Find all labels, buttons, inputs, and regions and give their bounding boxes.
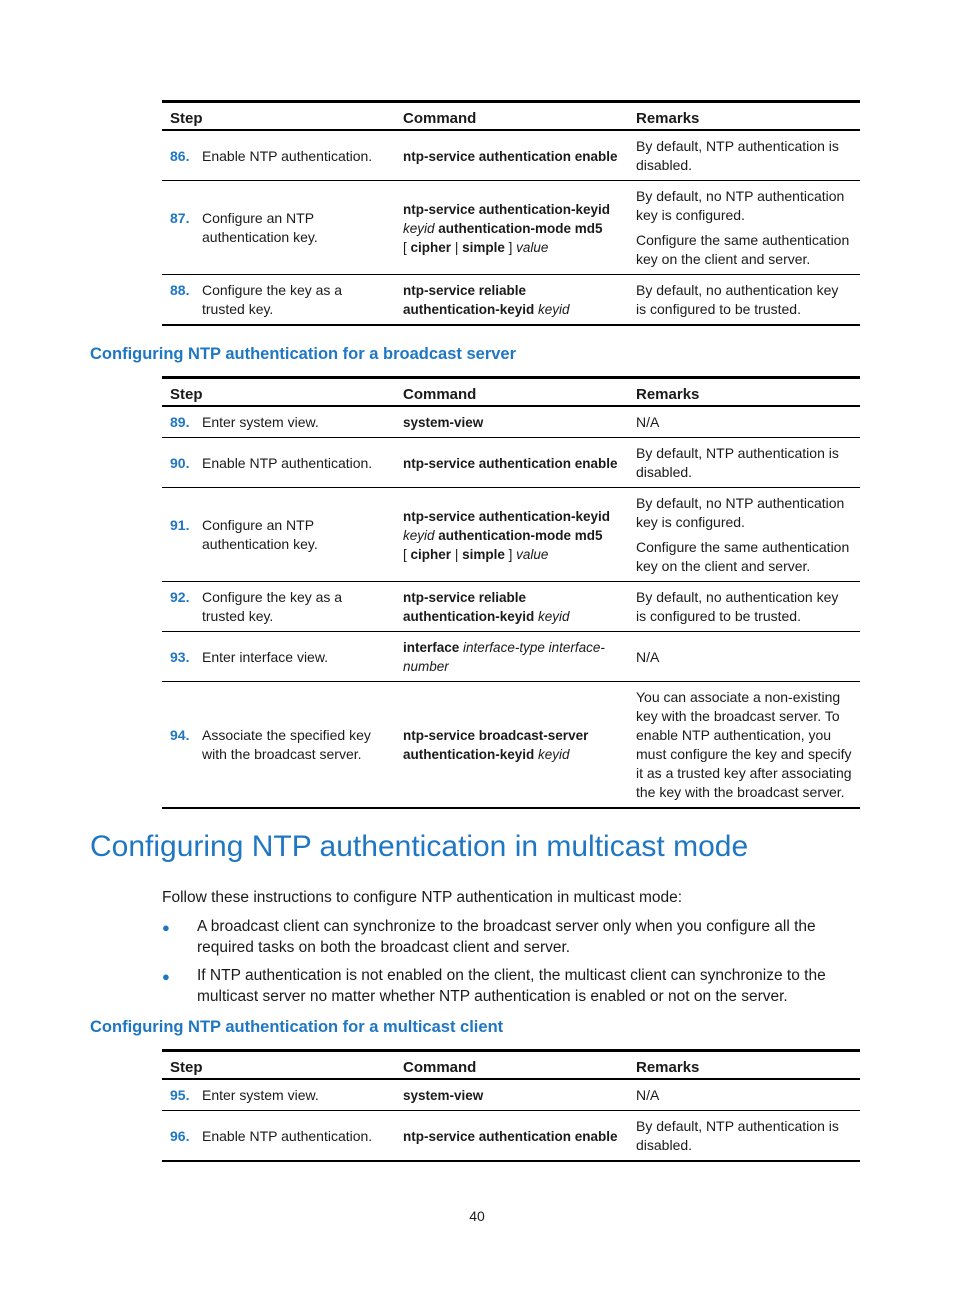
command-cell: ntp-service authentication-keyid keyid authentication-mode md5 [ cipher | simple ] value [395,488,628,582]
bullet-icon: ● [162,920,170,935]
step-number: 95. [170,1087,190,1103]
step-text: Enter system view. [202,1087,319,1103]
step-number: 90. [170,454,190,471]
page-title: Configuring NTP authentication in multicast mode [90,830,749,863]
step-number: 92. [170,589,190,605]
step-text: Enable NTP authentication. [202,1127,373,1144]
step-text: Enter system view. [202,414,319,430]
step-text: Associate the specified key with the broadcast server. [202,727,371,762]
table-row [162,438,860,488]
command-cell: ntp-service reliable authentication-keyid keyid [395,582,628,632]
remarks-cell: By default, NTP authentication is disabled. [636,138,839,173]
bullet-icon: ● [162,969,170,984]
step-number: 89. [170,414,190,430]
header-remarks: Remarks [628,378,860,407]
step-number: 86. [170,147,190,164]
command-cell: ntp-service authentication-keyid keyid authentication-mode md5 [ cipher | simple ] value [395,181,628,275]
step-number: 91. [170,517,190,533]
command-cell: system-view [403,415,484,430]
remarks-cell: N/A [636,1087,660,1103]
list-item: ● If NTP authentication is not enabled on the client, the multicast client can synchronize to the multicast server no matter whether NTP authentication is enabled or not on the server. [162,967,826,1005]
table-row [162,1079,860,1111]
remarks-cell: N/A [636,414,660,430]
command-cell: ntp-service authentication enable [403,148,618,164]
table-row [162,130,860,181]
command-cell: interface interface-type interface-number [395,632,628,682]
table-row [162,275,860,326]
command-cell: system-view [403,1088,484,1103]
remarks-cell: By default, no NTP authentication key is configured. Configure the same authentication key on the client and server. [628,488,860,582]
step-text: Configure an NTP authentication key. [202,210,318,245]
table-row [162,406,860,438]
step-number: 93. [170,648,190,665]
step-text: Configure an NTP authentication key. [202,517,318,552]
header-command: Command [395,378,628,407]
command-cell: ntp-service authentication enable [395,438,628,488]
steps-table-3 [162,1049,860,1162]
step-text: Configure the key as a trusted key. [202,282,343,317]
remarks-cell: By default, no authentication key is configured to be trusted. [628,582,860,632]
steps-table-2 [162,376,860,809]
table-row [162,1111,860,1162]
page-number: 40 [469,1208,485,1224]
step-text: Enter interface view. [202,648,329,665]
table-row [162,181,860,275]
header-step: Step [162,378,395,407]
remarks-cell: You can associate a non-existing key with the broadcast server. To enable NTP authentication, you must configure the key and specify it as a trusted key after associating the key with the broadcast server. [628,682,860,809]
command-cell: ntp-service authentication enable [395,1111,628,1162]
remarks-cell: By default, no authentication key is configured to be trusted. [628,275,860,326]
step-text: Configure the key as a trusted key. [202,589,343,624]
step-text: Enable NTP authentication. [202,147,373,164]
table-row [162,682,860,809]
section-heading-broadcast-server: Configuring NTP authentication for a broadcast server [90,345,517,363]
step-number: 87. [170,210,190,226]
header-command: Command [395,1051,628,1080]
header-remarks: Remarks [628,1051,860,1080]
header-command: Command [395,102,628,131]
step-number: 96. [170,1127,190,1144]
bullet-list [162,916,872,1014]
step-number: 88. [170,282,190,298]
table-row [162,488,860,582]
remarks-cell: By default, NTP authentication is disabled. [628,438,860,488]
command-cell: ntp-service reliable authentication-keyid keyid [395,275,628,326]
header-step: Step [162,1051,395,1080]
command-cell: ntp-service broadcast-server authentication-keyid keyid [395,682,628,809]
remarks-cell: N/A [628,632,860,682]
header-remarks: Remarks [628,102,860,131]
list-item: ● A broadcast client can synchronize to the broadcast server only when you configure all the required tasks on both the broadcast client and server. [162,918,816,956]
remarks-cell: By default, NTP authentication is disabled. [628,1111,860,1162]
step-text: Enable NTP authentication. [202,454,373,471]
step-number: 94. [170,727,190,743]
header-step: Step [162,102,395,131]
remarks-cell: By default, no NTP authentication key is configured. Configure the same authentication key on the client and server. [628,181,860,275]
table-row [162,632,860,682]
steps-table-1 [162,100,860,326]
intro-paragraph: Follow these instructions to configure NTP authentication in multicast mode: [162,889,683,906]
section-heading-multicast-client: Configuring NTP authentication for a multicast client [90,1018,504,1036]
table-row [162,582,860,632]
